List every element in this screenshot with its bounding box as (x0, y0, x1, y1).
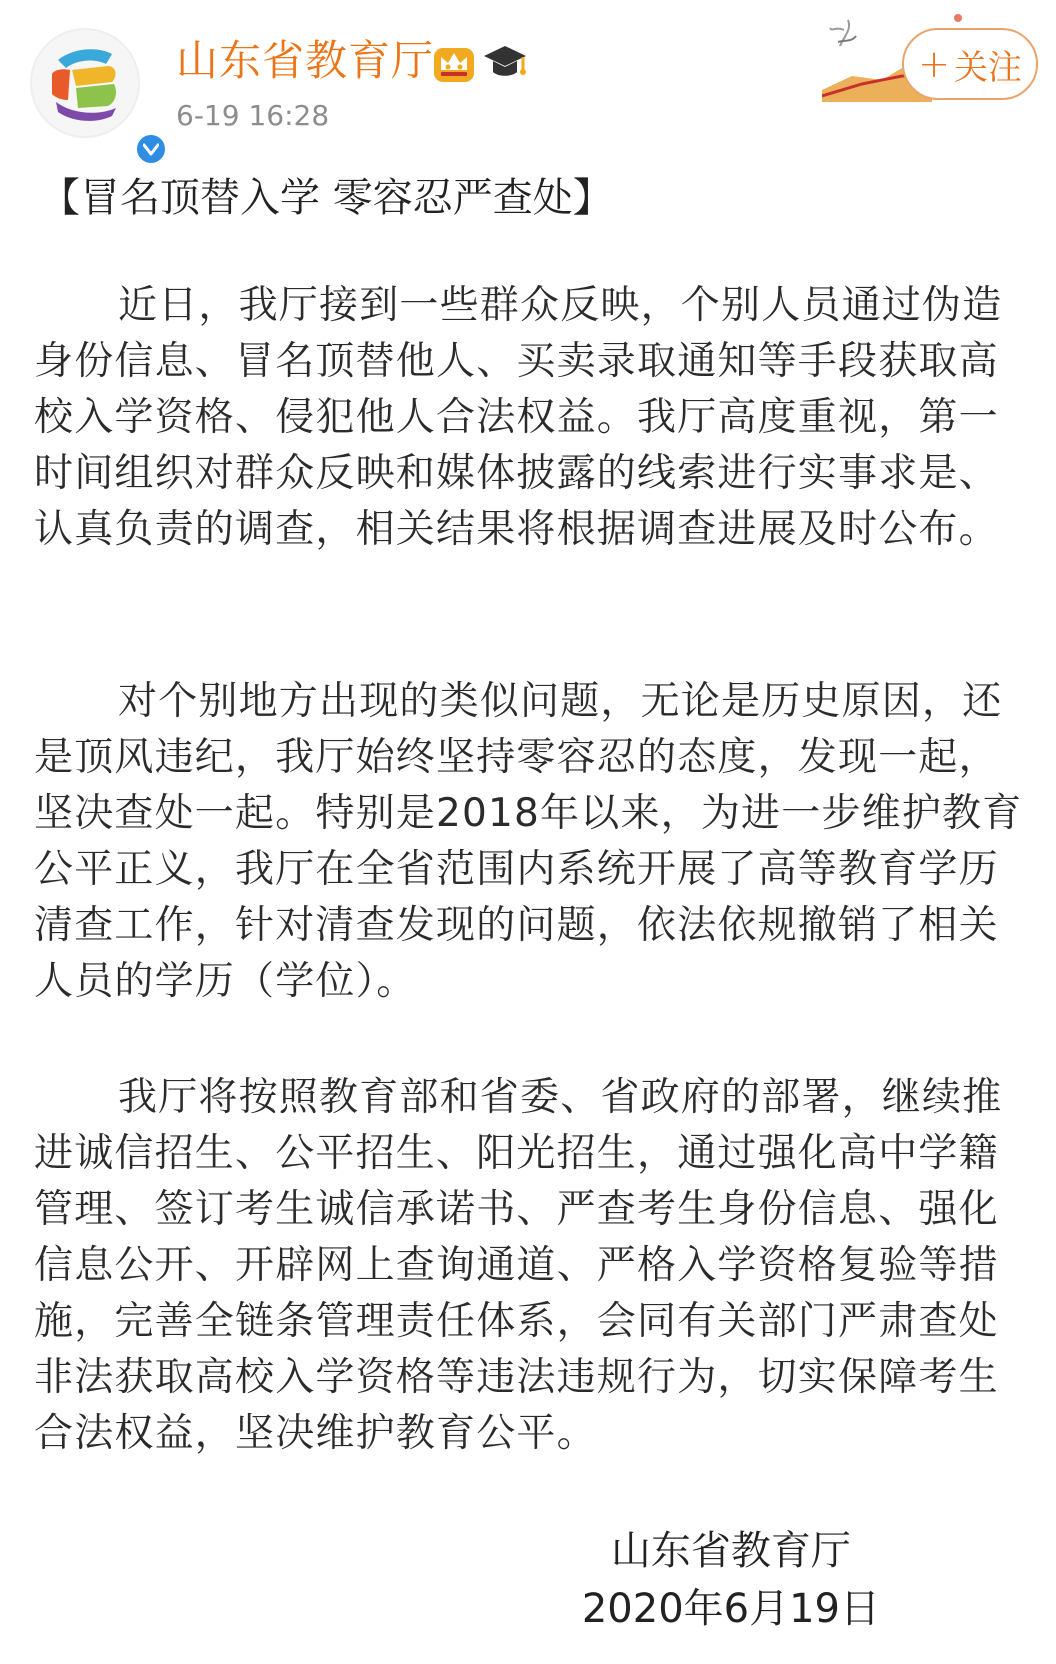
post-time: 6-19 16:28 (176, 99, 330, 132)
paragraph-3: 我厅将按照教育部和省委、省政府的部署，继续推进诚信招生、公平招生、阳光招生，通过强化高中学籍管理、签订考生诚信承诺书、严查考生身份信息、强化信息公开、开辟网上查询通道、严格入学资格复验等措施，完善全链条管理责任体系，会同有关部门严肃查处非法获取高校入学资格等违法违规行为，切实保障考生合法权益，坚决维护教育公平。 (34, 1075, 1003, 1456)
follow-button[interactable] (902, 28, 1038, 100)
paragraph-1: 近日，我厅接到一些群众反映，个别人员通过伪造身份信息、冒名顶替他人、买卖录取通知等手段获取高校入学资格、侵犯他人合法权益。我厅高度重视，第一时间组织对群众反映和媒体披露的线索进行实事求是、认真负责的调查，相关结果将根据调查进展及时公布。 (34, 283, 1003, 552)
signature (582, 1522, 880, 1638)
signature-date: 2020年6月19日 (581, 1586, 880, 1632)
crown-icon (432, 40, 476, 84)
verified-icon (134, 132, 168, 166)
follow-label: 关注 (953, 47, 1022, 88)
education-logo-icon (32, 30, 138, 136)
paragraph-2: 对个别地方出现的类似问题，无论是历史原因，还是顶风违纪，我厅始终坚持零容忍的态度，发现一起，坚决查处一起。特别是2018年以来，为进一步维护教育公平正义，我厅在全省范围内系统开展了高等教育学历清查工作，针对清查发现的问题，依法依规撤销了相关人员的学历（学位）。 (34, 679, 1023, 1004)
plus-icon: + (918, 42, 950, 86)
signature-org: 山东省教育厅 (610, 1528, 851, 1574)
post-header (0, 0, 1056, 150)
graduation-cap-icon (482, 40, 528, 84)
avatar[interactable] (32, 30, 138, 136)
post-title: 【冒名顶替入学 零容忍严查处】 (40, 175, 613, 221)
account-name[interactable]: 山东省教育厅 (176, 36, 435, 85)
